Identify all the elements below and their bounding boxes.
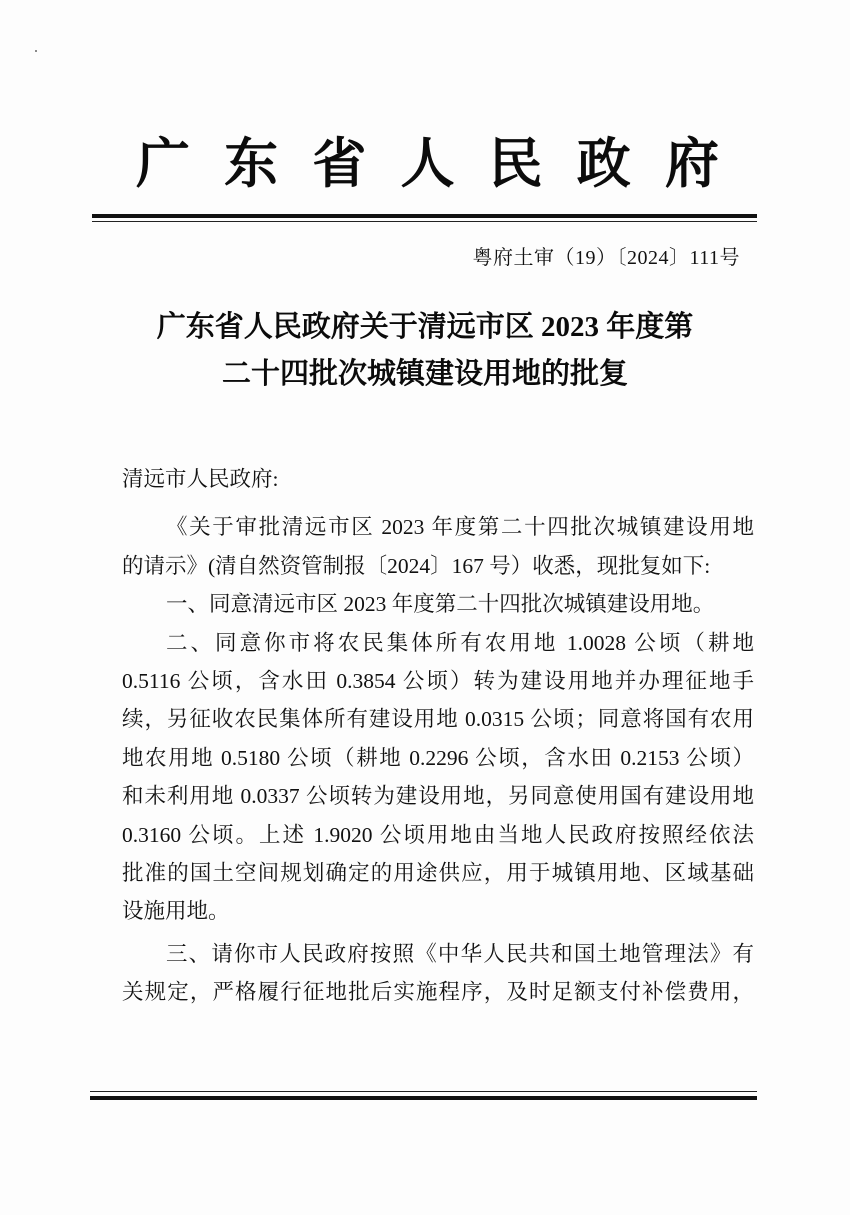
document-body <box>122 460 754 1011</box>
header-rule-thin <box>92 221 757 222</box>
body-line: 二、同意你市将农民集体所有农用地 1.0028 公顷（耕地 <box>166 630 754 655</box>
body-line: 批准的国土空间规划确定的用途供应，用于城镇用地、区域基础 <box>122 860 754 885</box>
footer-rule-thin <box>90 1091 757 1092</box>
masthead-char: 府 <box>664 131 719 195</box>
body-line: 一、同意清远市区 2023 年度第二十四批次城镇建设用地。 <box>166 592 715 617</box>
salutation: 清远市人民政府: <box>122 467 279 491</box>
body-line: 和未利用地 0.0337 公顷转为建设用地，另同意使用国有建设用地 <box>122 784 754 809</box>
masthead-char: 广 <box>136 131 190 195</box>
masthead-char: 人 <box>400 131 455 195</box>
body-line: 的请示》(清自然资管制报〔2024〕167 号）收悉，现批复如下: <box>122 553 711 578</box>
masthead-char: 民 <box>488 131 543 195</box>
body-line: 0.5116 公顷，含水田 0.3854 公顷）转为建设用地并办理征地手 <box>122 668 754 693</box>
masthead-char: 东 <box>224 131 279 195</box>
body-line: 关规定，严格履行征地批后实施程序，及时足额支付补偿费用， <box>122 980 754 1005</box>
issuer-masthead <box>92 128 757 198</box>
masthead-char: 省 <box>312 131 367 195</box>
body-line: 三、请你市人民政府按照《中华人民共和国土地管理法》有 <box>166 941 754 966</box>
body-line: 续，另征收农民集体所有建设用地 0.0315 公顷；同意将国有农用 <box>122 707 754 732</box>
masthead-char: 政 <box>576 131 631 195</box>
body-line: 设施用地。 <box>122 899 230 924</box>
body-line: 《关于审批清远市区 2023 年度第二十四批次城镇建设用地 <box>166 515 754 540</box>
body-line: 地农用地 0.5180 公顷（耕地 0.2296 公顷，含水田 0.2153 公顷） <box>122 745 754 770</box>
document-number: 粤府土审（19）〔2024〕111号 <box>472 247 740 269</box>
title-line: 二十四批次城镇建设用地的批复 <box>221 358 628 390</box>
footer-rule-thick <box>90 1096 757 1100</box>
document-title <box>0 304 850 398</box>
scan-speck <box>35 50 37 52</box>
header-rule-thick <box>92 214 757 218</box>
title-line: 广东省人民政府关于清远市区 2023 年度第 <box>156 311 694 343</box>
body-line: 0.3160 公顷。上述 1.9020 公顷用地由当地人民政府按照经依法 <box>122 822 754 847</box>
